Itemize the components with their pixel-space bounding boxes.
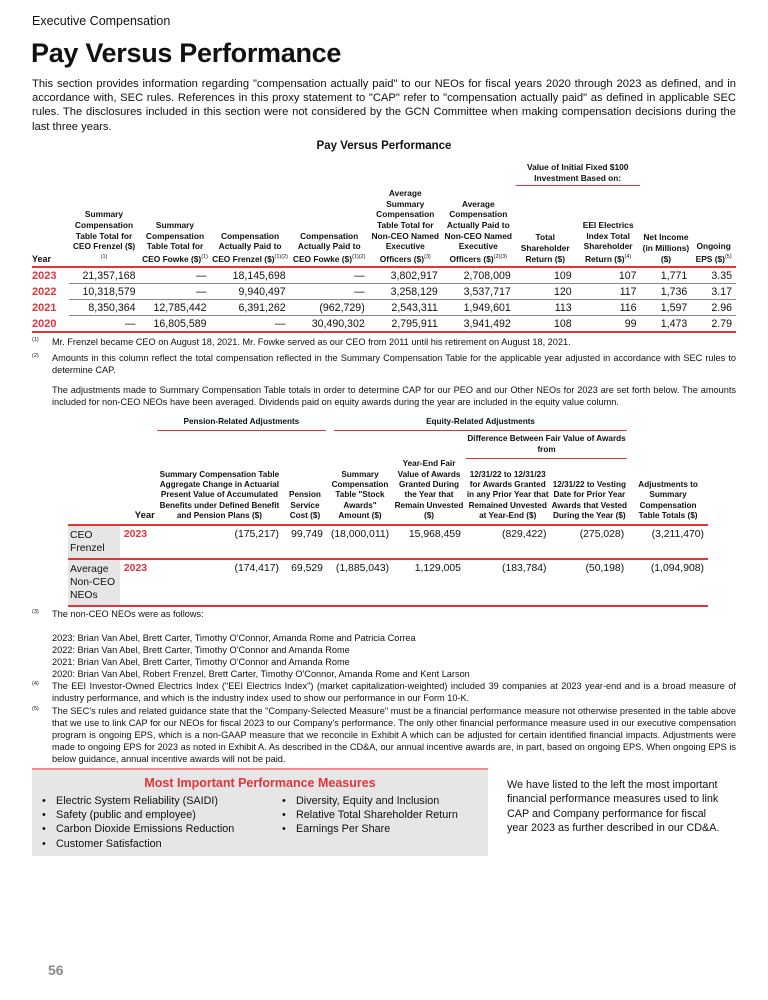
cell: (174,417): [156, 559, 283, 606]
cell: 2,543,311: [369, 300, 442, 316]
row-year: 2023: [32, 270, 57, 283]
cell: —: [211, 316, 290, 333]
col-header-diff-vested: 12/31/22 to Vesting Date for Prior Year Awards that Vested During the Year ($): [551, 459, 629, 524]
row-year: 2022: [32, 286, 57, 299]
col-header-tsr: Total Shareholder Return ($): [515, 188, 576, 267]
col-header-ye-fair-value: Year-End Fair Value of Awards Granted During the Year that Remain Unvested ($): [393, 459, 465, 524]
equity-group-header: Equity-Related Adjustments: [327, 417, 628, 431]
cell: —: [290, 284, 369, 300]
cell: 1,473: [641, 316, 692, 333]
col-header-pension-change: Summary Compensation Table Aggregate Change in Actuarial Present Value of Accumulated Benefits under Defined Benefit and Pension Plans ($): [156, 459, 283, 524]
cell: 69,529: [283, 559, 327, 606]
row-year: 2023: [120, 559, 156, 606]
cell: (183,784): [465, 559, 551, 606]
list-item: • Carbon Dioxide Emissions Reduction: [42, 822, 282, 836]
list-item: • Diversity, Equity and Inclusion: [282, 794, 458, 808]
pvp-table-title: Pay Versus Performance: [316, 140, 452, 152]
cell: 2.96: [691, 300, 736, 316]
row-label: CEO Frenzel: [68, 525, 120, 559]
col-header-diff-unvested: 12/31/22 to 12/31/23 for Awards Granted in any Prior Year that Remained Unvested at Year-End ($): [465, 459, 551, 524]
cell: 1,771: [641, 267, 692, 284]
col-header-eei-tsr: EEI Electrics Index Total Shareholder Return ($)$^{(4)}$: [576, 188, 641, 267]
footnote-1: (1) Mr. Frenzel became CEO on August 18, 2021. Mr. Fowke served as our CEO from 2011 until his retirement on August 18, 2021.: [32, 337, 571, 347]
cell: 30,490,302: [290, 316, 369, 333]
row-year: 2021: [32, 302, 57, 315]
row-label: Average Non-CEO NEOs: [68, 559, 120, 606]
cell: (50,198): [551, 559, 629, 606]
list-item: • Safety (public and employee): [42, 808, 282, 822]
cell: 16,805,589: [140, 316, 211, 333]
col-header-ongoing-eps: Ongoing EPS ($)$^{(5)}$: [691, 188, 736, 267]
table-row: [32, 316, 736, 333]
footnote-4: (4) The EEI Investor-Owned Electrics Index ("EEI Electrics Index") (market capitalization-weighted) included 39 companies at 2023 year-end and is a broad measure of industry performance, and which is the industry index used to show our performance in our Form 10-K.: [32, 681, 736, 703]
tsr-group-header: Value of Initial Fixed $100 Investment Based on:: [515, 162, 641, 188]
cell: 99,749: [283, 525, 327, 559]
col-header-total-adjustments: Adjustments to Summary Compensation Table Totals ($): [628, 459, 708, 524]
page-title: Pay Versus Performance: [31, 38, 342, 68]
col-header-avg-sct-neo: Average Summary Compensation Table Total for Non-CEO Named Executive Officers ($)$^{(3)}$: [369, 188, 442, 267]
cell: 15,968,459: [393, 525, 465, 559]
cell: 10,318,579: [69, 284, 140, 300]
cell: 116: [576, 300, 641, 316]
measures-side-note: We have listed to the left the most important financial performance measures used to link CAP and Company performance for fiscal year 2023 as further described in our CD&A.: [507, 779, 720, 834]
col-header-stock-awards: Summary Compensation Table "Stock Awards" Amount ($): [327, 459, 393, 524]
cell: 2.79: [691, 316, 736, 333]
list-item: • Customer Satisfaction: [42, 837, 282, 851]
cell: 113: [515, 300, 576, 316]
cell: 6,391,262: [211, 300, 290, 316]
pension-group-header: Pension-Related Adjustments: [156, 417, 327, 431]
cell: 18,145,698: [211, 267, 290, 284]
col-header-avg-cap-neo: Average Compensation Actually Paid to Non-CEO Named Executive Officers ($)$^{(2)(3)}$: [442, 188, 515, 267]
cell: (829,422): [465, 525, 551, 559]
cell: 12,785,442: [140, 300, 211, 316]
table-row: [68, 525, 708, 559]
cell: (275,028): [551, 525, 629, 559]
cell: (1,094,908): [628, 559, 708, 606]
col-header-year: Year: [120, 459, 156, 524]
cell: —: [290, 267, 369, 284]
intro-paragraph: This section provides information regarding "compensation actually paid" to our NEOs for fiscal years 2020 through 2023 as defined, and in accordance with, SEC rules. References in this proxy statement to "CAP" refer to "compensation actually paid" as defined in applicable SEC rules. The disclosures included in this section were not considered by the GCN Committee when making compensation decisions during the last three years.: [32, 78, 736, 133]
footnote-5: (5) The SEC's rules and related guidance state that the "Company-Selected Measure" must be a financial performance measure not otherwise presented in the table above that we use to link CAP for our NEOs for fiscal 2023 to our Company's performance. The only other financial performance measure used in our executive compensation program is ongoing EPS, which is a non-GAAP measure that we reconcile in Exhibit A which can be adjusted for certain identified financial impacts. Adjustments were made to ongoing EPS for 2023 as noted in Exhibit A. As described in the CD&A, our annual incentive awards are, in part, based on ongoing EPS. When ongoing EPS is below guidance, annual incentive awards will not be paid.: [32, 706, 736, 764]
col-header-sct-fowke: Summary Compensation Table Total for CEO Fowke ($)$^{(1)}$: [140, 188, 211, 267]
cell: 21,357,168: [69, 267, 140, 284]
page-number: 56: [48, 962, 64, 978]
cell: 109: [515, 267, 576, 284]
list-item: • Electric System Reliability (SAIDI): [42, 794, 282, 808]
cell: 120: [515, 284, 576, 300]
cell: 107: [576, 267, 641, 284]
col-header-net-income: Net Income (in Millions) ($): [641, 188, 692, 267]
table-row: [32, 267, 736, 284]
list-item: • Relative Total Shareholder Return: [282, 808, 458, 822]
cell: 1,129,005: [393, 559, 465, 606]
cell: (962,729): [290, 300, 369, 316]
cap-adjustments-table: [68, 417, 708, 607]
col-header-sct-frenzel: Summary Compensation Table Total for CEO Frenzel ($)$^{(1)}$: [69, 188, 140, 267]
cell: —: [140, 284, 211, 300]
table-row: [32, 284, 736, 300]
col-header-cap-frenzel: Compensation Actually Paid to CEO Frenzel ($)$^{(1)(2)}$: [211, 188, 290, 267]
cell: 3,537,717: [442, 284, 515, 300]
cell: 1,597: [641, 300, 692, 316]
cell: 2,795,911: [369, 316, 442, 333]
cell: 3.17: [691, 284, 736, 300]
cell: 1,949,601: [442, 300, 515, 316]
section-label: Executive Compensation: [32, 14, 171, 28]
cell: 117: [576, 284, 641, 300]
col-header-cap-fowke: Compensation Actually Paid to CEO Fowke ($)$^{(1)(2)}$: [290, 188, 369, 267]
cell: (175,217): [156, 525, 283, 559]
col-header-year: Year: [32, 188, 69, 267]
table-row: [68, 559, 708, 606]
cell: (3,211,470): [628, 525, 708, 559]
footnote-3: (3) The non-CEO NEOs were as follows: 2023: Brian Van Abel, Brett Carter, Timothy O'Connor, Amanda Rome and Patricia Correa 2022: Brian Van Abel, Brett Carter, Timothy O'Connor and Amanda Rome 2021: Brian Van Abel, Brett Carter, Timothy O'Connor and Amanda Rome 2020: Brian Van Abel, Robert Frenzel, Brett Carter, Timothy O'Connor, Amanda Rome and Kent Larson: [32, 609, 470, 679]
cell: 99: [576, 316, 641, 333]
cell: 9,940,497: [211, 284, 290, 300]
table-row: [32, 300, 736, 316]
col-header-pension-service: Pension Service Cost ($): [283, 459, 327, 524]
cell: 8,350,364: [69, 300, 140, 316]
row-year: 2023: [120, 525, 156, 559]
footnote-2: (2) Amounts in this column reflect the total compensation reflected in the Summary Compensation Table for the applicable year adjusted in accordance with SEC rules to determine CAP. The adjustments made to Summary Compensation Table totals in order to determine CAP for our PEO and our Other NEOs for 2023 are set forth below. The amounts included for non-CEO NEOs have been averaged. Dividends paid on equity awards during the year are included in the equity value column.: [32, 353, 736, 407]
measures-title: Most Important Performance Measures: [144, 776, 376, 790]
measures-list-right: [282, 794, 458, 851]
cell: (1,885,043): [327, 559, 393, 606]
fair-value-diff-header: Difference Between Fair Value of Awards from: [465, 431, 628, 459]
cell: 3,941,492: [442, 316, 515, 333]
cell: 1,736: [641, 284, 692, 300]
measures-list-left: [42, 794, 282, 851]
pay-versus-performance-table: [32, 162, 736, 333]
performance-measures-box: [32, 768, 488, 856]
cell: (18,000,011): [327, 525, 393, 559]
cell: —: [69, 316, 140, 333]
cell: 3,258,129: [369, 284, 442, 300]
row-year: 2020: [32, 316, 69, 333]
list-item: • Earnings Per Share: [282, 822, 458, 836]
cell: 108: [515, 316, 576, 333]
cell: 3.35: [691, 267, 736, 284]
cell: 3,802,917: [369, 267, 442, 284]
cell: 2,708,009: [442, 267, 515, 284]
cell: —: [140, 267, 211, 284]
